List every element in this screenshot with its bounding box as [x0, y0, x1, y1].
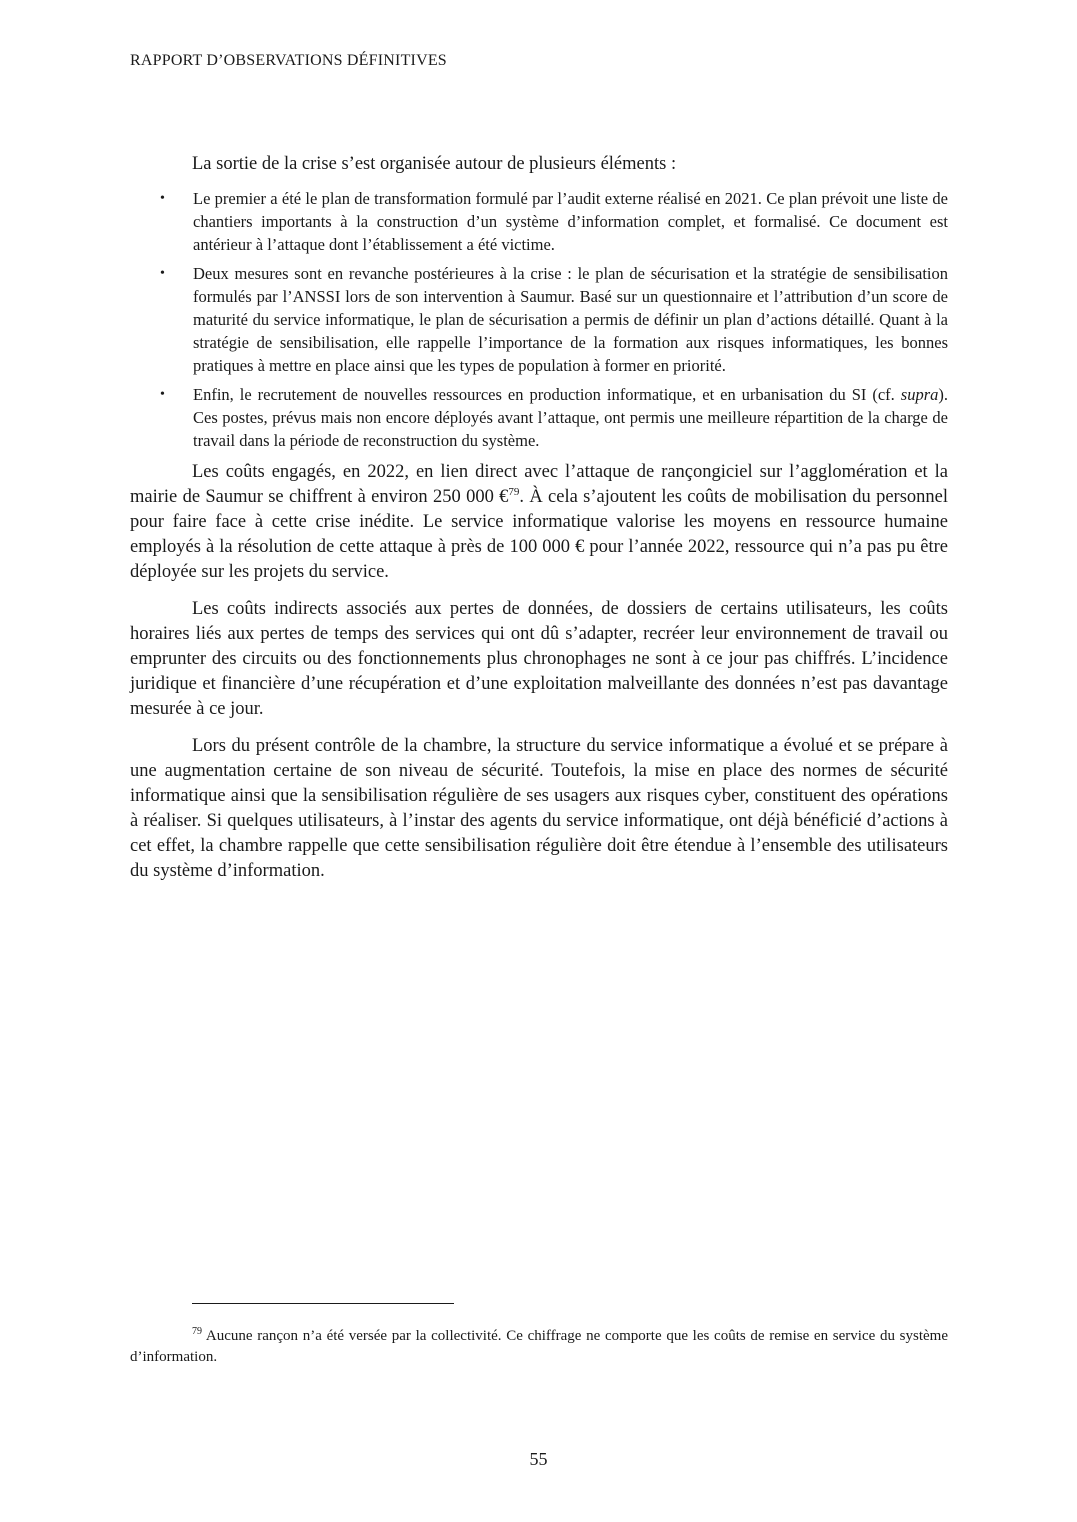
bullet-text-start: Enfin, le recrutement de nouvelles ressources en production informatique, et en urbanisation du SI (cf.: [193, 385, 901, 404]
footnote-text: Aucune rançon n’a été versée par la collectivité. Ce chiffrage ne comporte que les coûts de remise en service du système d’information.: [130, 1328, 948, 1365]
bullet-icon: •: [160, 387, 165, 402]
intro-sentence: La sortie de la crise s’est organisée autour de plusieurs éléments :: [192, 154, 677, 174]
bullet-icon: •: [160, 191, 165, 206]
footnote-separator: [192, 1303, 454, 1304]
main-content: [130, 152, 948, 896]
bullet-list: [130, 187, 948, 452]
running-header: RAPPORT D’OBSERVATIONS DÉFINITIVES: [130, 52, 447, 69]
bullet-text-end: ). Ces postes, prévus mais non encore déployés avant l’attaque, ont permis une meilleure répartition de la charge de travail dans la période de reconstruction du système.: [193, 385, 948, 450]
bullet-item-3: [130, 383, 948, 452]
paragraph-costs-start: Les coûts engagés, en 2022, en lien direct avec l’attaque de rançongiciel sur l’agglomération et la mairie de Saumur se chiffrent à environ 250 000 €: [130, 462, 948, 507]
bullet-text: Deux mesures sont en revanche postérieures à la crise : le plan de sécurisation et la stratégie de sensibilisation formulés par l’ANSSI lors de son intervention à Saumur. Basé sur un questionnaire et l’attribution d’un score de maturité du service informatique, le plan de sécurisation a permis de définir un plan d’actions détaillé. Quant à la stratégie de sensibilisation, elle rappelle l’importance de la formation aux risques informatiques, les bonnes pratiques à mettre en place ainsi que les types de population à former en priorité.: [193, 264, 948, 375]
footnote: [130, 1326, 948, 1368]
paragraph-control: Lors du présent contrôle de la chambre, la structure du service informatique a évolué et se prépare à une augmentation certaine de son niveau de sécurité. Toutefois, la mise en place des normes de sécurité informatique ainsi que la sensibilisation régulière de ses usagers aux risques cyber, constituent des opérations à réaliser. Si quelques utilisateurs, à l’instar des agents du service informatique, ont déjà bénéficié d’actions à cet effet, la chambre rappelle que cette sensibilisation régulière doit être étendue à l’ensemble des utilisateurs du système d’information.: [130, 736, 948, 881]
bullet-text-italic: supra: [900, 385, 939, 404]
footnote-number: 79: [192, 1326, 202, 1337]
footnote-reference[interactable]: 79: [508, 486, 520, 498]
bullet-text: Le premier a été le plan de transformation formulé par l’audit externe réalisé en 2021. Ce plan prévoit une liste de chantiers importants à la construction d’un système d’information complet, et formalisé. Ce document est antérieur à l’attaque dont l’établissement a été victime.: [193, 189, 948, 254]
page-number: 55: [529, 1449, 548, 1469]
paragraph-indirect-costs: Les coûts indirects associés aux pertes de données, de dossiers de certains utilisateurs, les coûts horaires liés aux pertes de temps des services qui ont dû s’adapter, recréer leur environnement de travail ou emprunter des circuits ou des fonctionnements plus chronophages ne sont à ce jour pas chiffrés. L’incidence juridique et financière d’une récupération et d’une exploitation malveillante des données n’est pas davantage mesurée à ce jour.: [130, 599, 948, 719]
bullet-item-1: [130, 187, 948, 256]
bullet-icon: •: [160, 266, 165, 281]
paragraph-costs: [130, 460, 948, 585]
bullet-item-2: [130, 262, 948, 377]
bullet-text: [193, 385, 948, 450]
paragraph-costs-end: . À cela s’ajoutent les coûts de mobilisation du personnel pour faire face à cette crise inédite. Le service informatique valorise les moyens en ressource humaine employés à la résolution de cette attaque à près de 100 000 € pour l’année 2022, ressource qui n’a pas pu être déployée sur les projets du service.: [130, 487, 949, 582]
